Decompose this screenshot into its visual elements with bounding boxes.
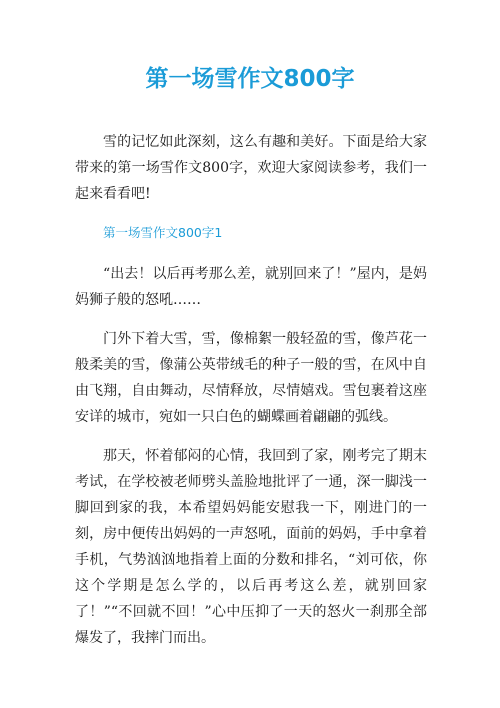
- intro-paragraph: 雪的记忆如此深刻，这么有趣和美好。下面是给大家带来的第一场雪作文800字，欢迎大家阅读参考，我们一起来看看吧!: [75, 134, 427, 202]
- document-body: [75, 129, 427, 664]
- body-paragraph-2: 门外下着大雪，雪，像棉絮一般轻盈的雪，像芦花一般柔美的雪，像蒲公英带绒毛的种子一般的雪，在风中自由飞翔，自由舞动，尽情释放，尽情嬉戏。雪包裹着这座安详的城市，宛如一只白色的蝴蝶画着翩翩的弧线。: [75, 331, 427, 425]
- document-title: 第一场雪作文800字: [145, 66, 355, 92]
- body-paragraph-1: “出去！以后再考那么差，就别回来了！”屋内，是妈妈狮子般的怒吼……: [75, 266, 427, 308]
- section-heading: 第一场雪作文800字1: [103, 225, 223, 240]
- body-paragraph-3: 那天，怀着郁闷的心情，我回到了家，刚考完了期末考试，在学校被老师劈头盖脸地批评了一通，深一脚浅一脚回到家的我，本希望妈妈能安慰我一下，刚进门的一刻，房中便传出妈妈的一声怒吼，面前的妈妈，手中拿着手机，气势汹汹地指着上面的分数和排名，“刘可依，你这个学期是怎么学的，以后再考这么差，就别回家了！”“不回就不回！”心中压抑了一天的怒火一刹那全部爆发了，我摔门而出。: [75, 448, 427, 646]
